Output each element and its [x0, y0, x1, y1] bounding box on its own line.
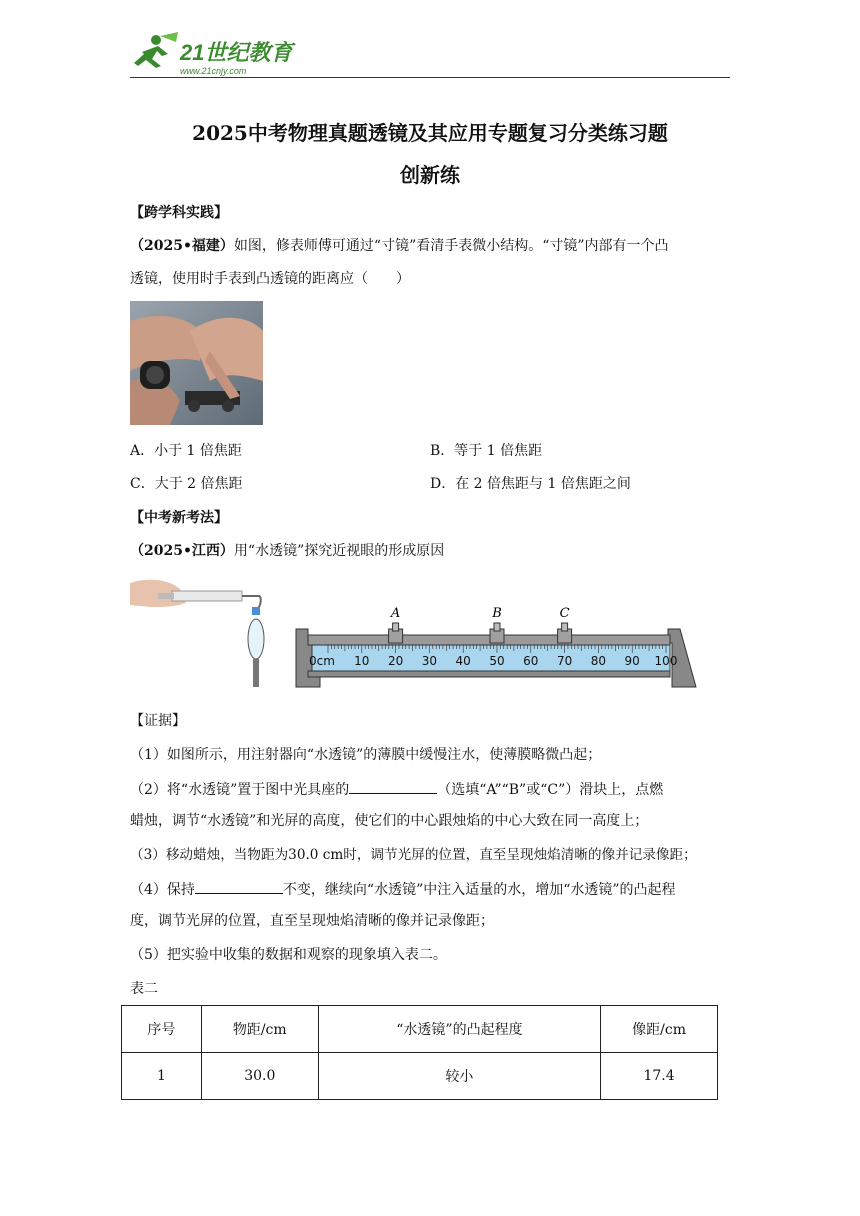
step-4-text-b: 不变，继续向“水透镜”中注入适量的水，增加“水透镜”的凸起程 [282, 882, 676, 898]
ruler-tick-label: 40 [455, 654, 471, 668]
data-table [121, 1005, 718, 1100]
ruler-tick-label: 60 [523, 654, 539, 668]
table-header-row [122, 1006, 718, 1053]
slider-label: A [390, 606, 401, 621]
ruler-tick-label: 10 [354, 654, 370, 668]
q1-option-b: B．等于 1 倍焦距 [430, 443, 543, 459]
table-cell: 30.0 [201, 1053, 318, 1100]
ruler-tick-label: 80 [590, 654, 607, 668]
q1-text-line1 [130, 236, 735, 256]
step-2-blank[interactable] [349, 778, 437, 794]
q1-option-c: C．大于 2 倍焦距 [130, 476, 243, 492]
table-header: 像距/cm [601, 1006, 718, 1053]
slider-c [558, 606, 572, 643]
table-caption: 表二 [130, 981, 158, 997]
header-divider [130, 77, 730, 78]
ruler-tick-label: 30 [421, 654, 438, 668]
step-2-line2: 蜡烛，调节“水透镜”和光屏的高度，使它们的中心跟烛焰的中心大致在同一高度上； [130, 813, 649, 829]
page-subtitle: 创新练 [400, 163, 460, 187]
table-cell: 17.4 [601, 1053, 718, 1100]
q1-option-a: A．小于 1 倍焦距 [130, 443, 242, 459]
step-2-text-b: （选填“A”“B”或“C”）滑块上，点燃 [437, 782, 664, 798]
table-cell: 1 [122, 1053, 202, 1100]
step-4-text-a: （4）保持 [130, 882, 195, 898]
optical-bench-figure [128, 573, 700, 695]
step-4-blank[interactable] [195, 878, 283, 894]
q1-option-d: D．在 2 倍焦距与 1 倍焦距之间 [430, 476, 631, 492]
site-logo [128, 32, 298, 78]
ruler-tick-label: 100 [654, 654, 678, 668]
step-3: （3）移动蜡烛，当物距为30.0 cm时，调节光屏的位置，直至呈现烛焰清晰的像并记录像距； [130, 847, 697, 863]
table-header: 物距/cm [201, 1006, 318, 1053]
water-lens-icon [248, 607, 264, 687]
q1-source: （2025•福建） [130, 238, 234, 254]
step-4-line1 [130, 878, 676, 900]
logo-text: 21世纪教育 [180, 40, 293, 65]
slider-label: B [492, 606, 502, 621]
section-interdisciplinary: 【跨学科实践】 [130, 205, 228, 221]
step-2-line1 [130, 778, 663, 800]
table-cell: 较小 [318, 1053, 600, 1100]
q2-text: 用“水透镜”探究近视眼的形成原因 [233, 543, 445, 559]
slider-label: C [559, 606, 570, 621]
watchmaker-photo [130, 301, 263, 425]
logo-url: www.21cnjy.com [180, 66, 247, 76]
slider-a [389, 606, 403, 643]
syringe-hand-icon [130, 580, 261, 611]
table-row [122, 1053, 718, 1100]
ruler-tick-label: 90 [624, 654, 640, 668]
q1-text-line2: 透镜，使用时手表到凸透镜的距离应（ ） [130, 271, 410, 287]
slider-b [490, 606, 504, 643]
section-new-exam-method: 【中考新考法】 [130, 510, 228, 526]
runner-icon [134, 32, 178, 68]
step-2-text-a: （2）将“水透镜”置于图中光具座的 [130, 782, 350, 798]
ruler-tick-label: 50 [489, 654, 505, 668]
page-title: 2025中考物理真题透镜及其应用专题复习分类练习题 [192, 121, 668, 145]
q2-source: （2025•江西） [130, 543, 234, 559]
ruler-tick-label: 20 [387, 654, 404, 668]
evidence-title: 【证据】 [130, 713, 186, 729]
step-4-line2: 度，调节光屏的位置，直至呈现烛焰清晰的像并记录像距； [130, 913, 494, 929]
q2-text-line [130, 541, 444, 561]
step-1: （1）如图所示，用注射器向“水透镜”的薄膜中缓慢注水，使薄膜略微凸起； [130, 747, 602, 763]
q1-text: 如图，修表师傅可通过“寸镜”看清手表微小结构。“寸镜”内部有一个凸 [233, 238, 669, 254]
table-header: “水透镜”的凸起程度 [318, 1006, 600, 1053]
step-5: （5）把实验中收集的数据和观察的现象填入表二。 [130, 947, 447, 963]
ruler-tick-label: 70 [556, 654, 573, 668]
table-header: 序号 [122, 1006, 202, 1053]
ruler-tick-label: 0cm [309, 654, 335, 668]
